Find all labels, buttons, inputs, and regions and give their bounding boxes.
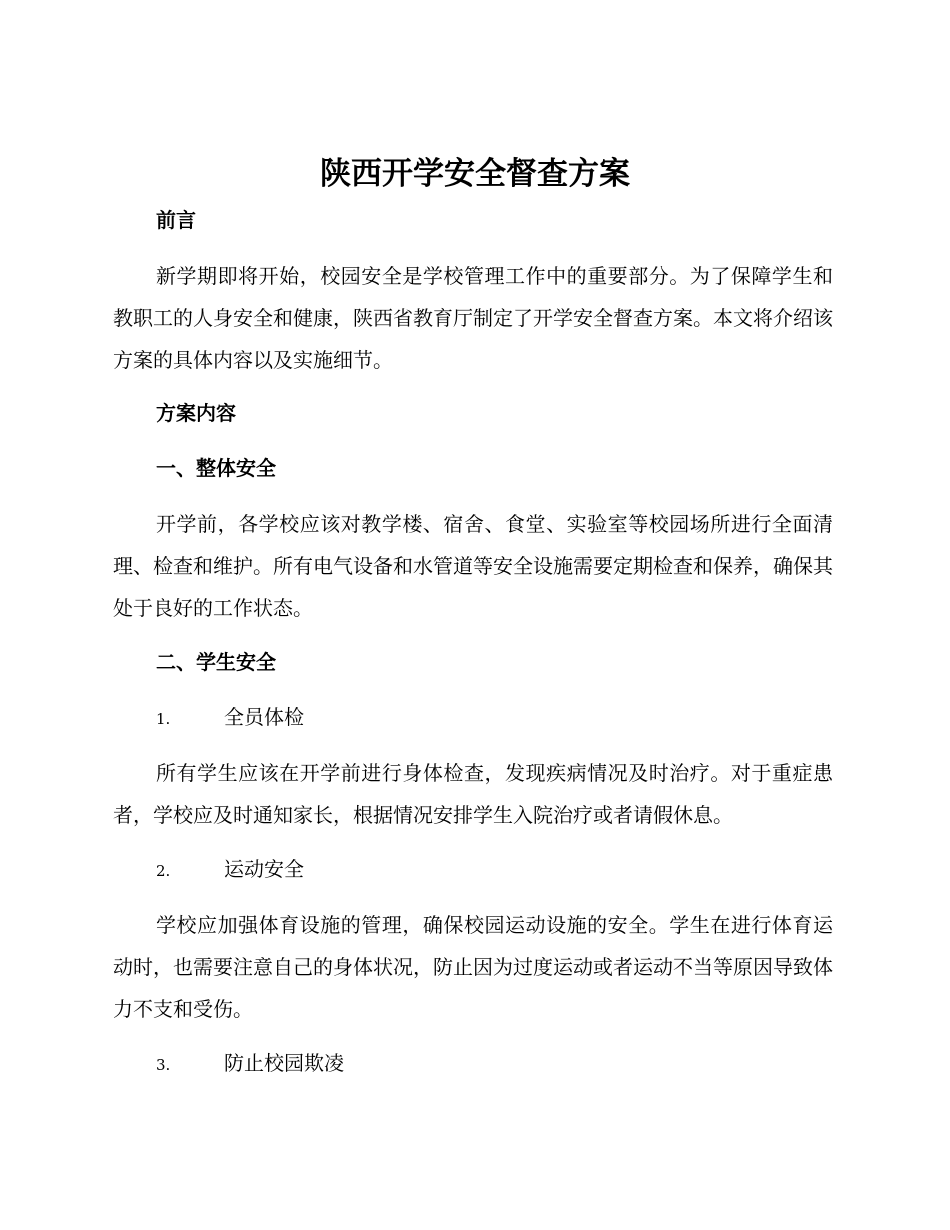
preface-paragraph: 新学期即将开始，校园安全是学校管理工作中的重要部分。为了保障学生和教职工的人身安全和健康，陕西省教育厅制定了开学安全督查方案。本文将介绍该方案的具体内容以及实施细节。 [113, 264, 833, 372]
preface-heading: 前言 [156, 208, 196, 232]
section-2-heading: 二、学生安全 [156, 650, 276, 674]
section-1-paragraph: 开学前，各学校应该对教学楼、宿舍、食堂、实验室等校园场所进行全面清理、检查和维护。所有电气设备和水管道等安全设施需要定期检查和保养，确保其处于良好的工作状态。 [113, 512, 833, 620]
list-item-2 [156, 854, 304, 886]
list-item-3-number: 3. [156, 1056, 171, 1074]
list-item-3 [156, 1048, 344, 1080]
list-item-2-number: 2. [156, 862, 171, 880]
document-title: 陕西开学安全督查方案 [320, 156, 630, 192]
list-item-1 [156, 702, 304, 734]
list-item-1-label: 全员体检 [224, 705, 304, 729]
list-item-2-paragraph: 学校应加强体育设施的管理，确保校园运动设施的安全。学生在进行体育运动时，也需要注意自己的身体状况，防止因为过度运动或者运动不当等原因导致体力不支和受伤。 [113, 913, 833, 1021]
section-1-heading: 一、整体安全 [156, 456, 276, 480]
list-item-1-number: 1. [156, 710, 171, 728]
content-heading: 方案内容 [156, 401, 236, 425]
list-item-3-label: 防止校园欺凌 [224, 1051, 344, 1075]
list-item-1-paragraph: 所有学生应该在开学前进行身体检查，发现疾病情况及时治疗。对于重症患者，学校应及时通知家长，根据情况安排学生入院治疗或者请假休息。 [113, 761, 833, 827]
list-item-2-label: 运动安全 [224, 857, 304, 881]
